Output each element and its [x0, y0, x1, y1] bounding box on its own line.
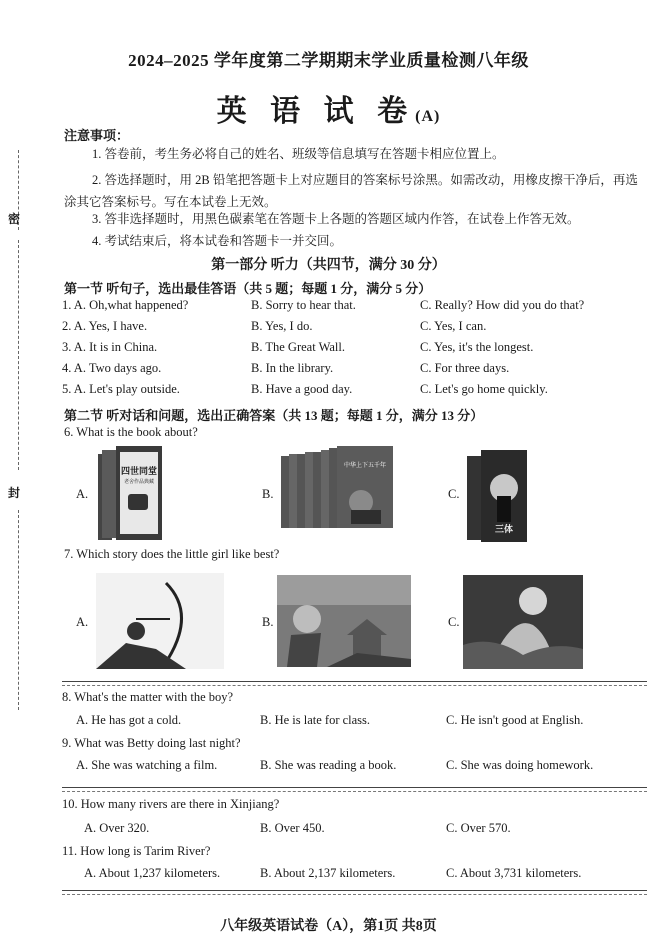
exam-title-line: 2024–2025 学年度第二学期期末学业质量检测八年级: [128, 51, 529, 70]
q8-option-a: A. He has got a cold.: [76, 713, 182, 727]
q7-label-a: A.: [76, 615, 89, 629]
q4-option-a: 4. A. Two days ago.: [62, 361, 162, 375]
book-picture-b: [281, 446, 393, 530]
exam-variant: (A): [415, 108, 441, 125]
story-picture-c: [463, 575, 583, 669]
q2-option-c: C. Yes, I can.: [420, 319, 487, 333]
story-picture-a: [96, 573, 224, 669]
q1-option-c: C. Really? How did you do that?: [420, 298, 585, 312]
q7-label-c: C.: [448, 615, 460, 629]
q10-question: 10. How many rivers are there in Xinjiang?: [62, 797, 280, 811]
q8-option-b: B. He is late for class.: [260, 713, 371, 727]
book-b-title: 中华上下五千年: [343, 462, 386, 469]
q9-option-c: C. She was doing homework.: [446, 758, 594, 772]
q5-option-c: C. Let's go home quickly.: [420, 382, 548, 396]
divider-3: [62, 890, 647, 895]
q11-option-b: B. About 2,137 kilometers.: [260, 866, 396, 880]
q8-option-c: C. He isn't good at English.: [446, 713, 584, 727]
notice-heading: 注意事项：: [64, 128, 130, 143]
exam-subject: 英 语 试 卷: [216, 95, 416, 128]
q10-option-a: A. Over 320.: [84, 821, 150, 835]
q7-question: 7. Which story does the little girl like best?: [64, 547, 280, 561]
q1-option-b: B. Sorry to hear that.: [251, 298, 356, 312]
q10-option-c: C. Over 570.: [446, 821, 511, 835]
q10-option-b: B. Over 450.: [260, 821, 325, 835]
book-a-subtitle: 老舍作品典藏: [123, 479, 154, 485]
book-picture-a: [98, 446, 162, 542]
q1-option-a: 1. A. Oh,what happened?: [62, 298, 189, 312]
q3-option-c: C. Yes, it's the longest.: [420, 340, 534, 354]
q3-option-a: 3. A. It is in China.: [62, 340, 158, 354]
q6-label-c: C.: [448, 487, 460, 501]
q3-option-b: B. The Great Wall.: [251, 340, 345, 354]
exam-title-main: [0, 86, 657, 130]
page-footer: 八年级英语试卷（A），第1页 共8页: [220, 919, 437, 934]
q2-option-b: B. Yes, I do.: [251, 319, 313, 333]
binding-line-mid: [18, 240, 19, 470]
q9-question: 9. What was Betty doing last night?: [62, 736, 241, 750]
binding-label-mi: 密: [8, 212, 21, 226]
q4-option-c: C. For three days.: [420, 361, 510, 375]
q4-option-b: B. In the library.: [251, 361, 334, 375]
q6-label-a: A.: [76, 487, 89, 501]
q6-question: 6. What is the book about?: [64, 425, 198, 439]
q5-option-a: 5. A. Let's play outside.: [62, 382, 180, 396]
section2-heading: 第二节 听对话和问题，选出正确答案（共 13 题；每题 1 分，满分 13 分）: [64, 408, 484, 423]
q5-option-b: B. Have a good day.: [251, 382, 353, 396]
notice-item-4: 4. 考试结束后，将本试卷和答题卡一并交回。: [92, 234, 343, 248]
notice-item-3: 3. 答非选择题时，用黑色碳素笔在答题卡上各题的答题区域内作答，在试卷上作答无效。: [92, 212, 580, 226]
binding-label-feng: 封: [8, 486, 21, 500]
q8-question: 8. What's the matter with the boy?: [62, 690, 234, 704]
book-a-title: 四世同堂: [120, 467, 157, 477]
q2-option-a: 2. A. Yes, I have.: [62, 319, 148, 333]
q6-label-b: B.: [262, 487, 274, 501]
book-c-title: 三体: [494, 525, 513, 535]
notice-item-2: 2. 答选择题时，用 2B 铅笔把答题卡上对应题目的答案标号涂黑。如需改动，用橡皮擦干净后，再选涂其它答案标号。写在本试卷上无效。: [64, 173, 638, 209]
q7-label-b: B.: [262, 615, 274, 629]
divider-1: [62, 681, 647, 686]
notice-item-1: 1. 答卷前，考生务必将自己的姓名、班级等信息填写在答题卡相应位置上。: [92, 147, 505, 161]
section1-heading: 第一节 听句子，选出最佳答语（共 5 题；每题 1 分，满分 5 分）: [64, 281, 432, 296]
book-picture-c: [467, 450, 527, 542]
part1-heading: 第一部分 听力（共四节，满分 30 分）: [211, 258, 446, 273]
q11-option-a: A. About 1,237 kilometers.: [84, 866, 221, 880]
divider-2: [62, 787, 647, 792]
q11-option-c: C. About 3,731 kilometers.: [446, 866, 582, 880]
q9-option-a: A. She was watching a film.: [76, 758, 218, 772]
q9-option-b: B. She was reading a book.: [260, 758, 397, 772]
binding-line-bottom: [18, 510, 19, 710]
story-picture-b: [277, 575, 411, 667]
q11-question: 11. How long is Tarim River?: [62, 844, 211, 858]
